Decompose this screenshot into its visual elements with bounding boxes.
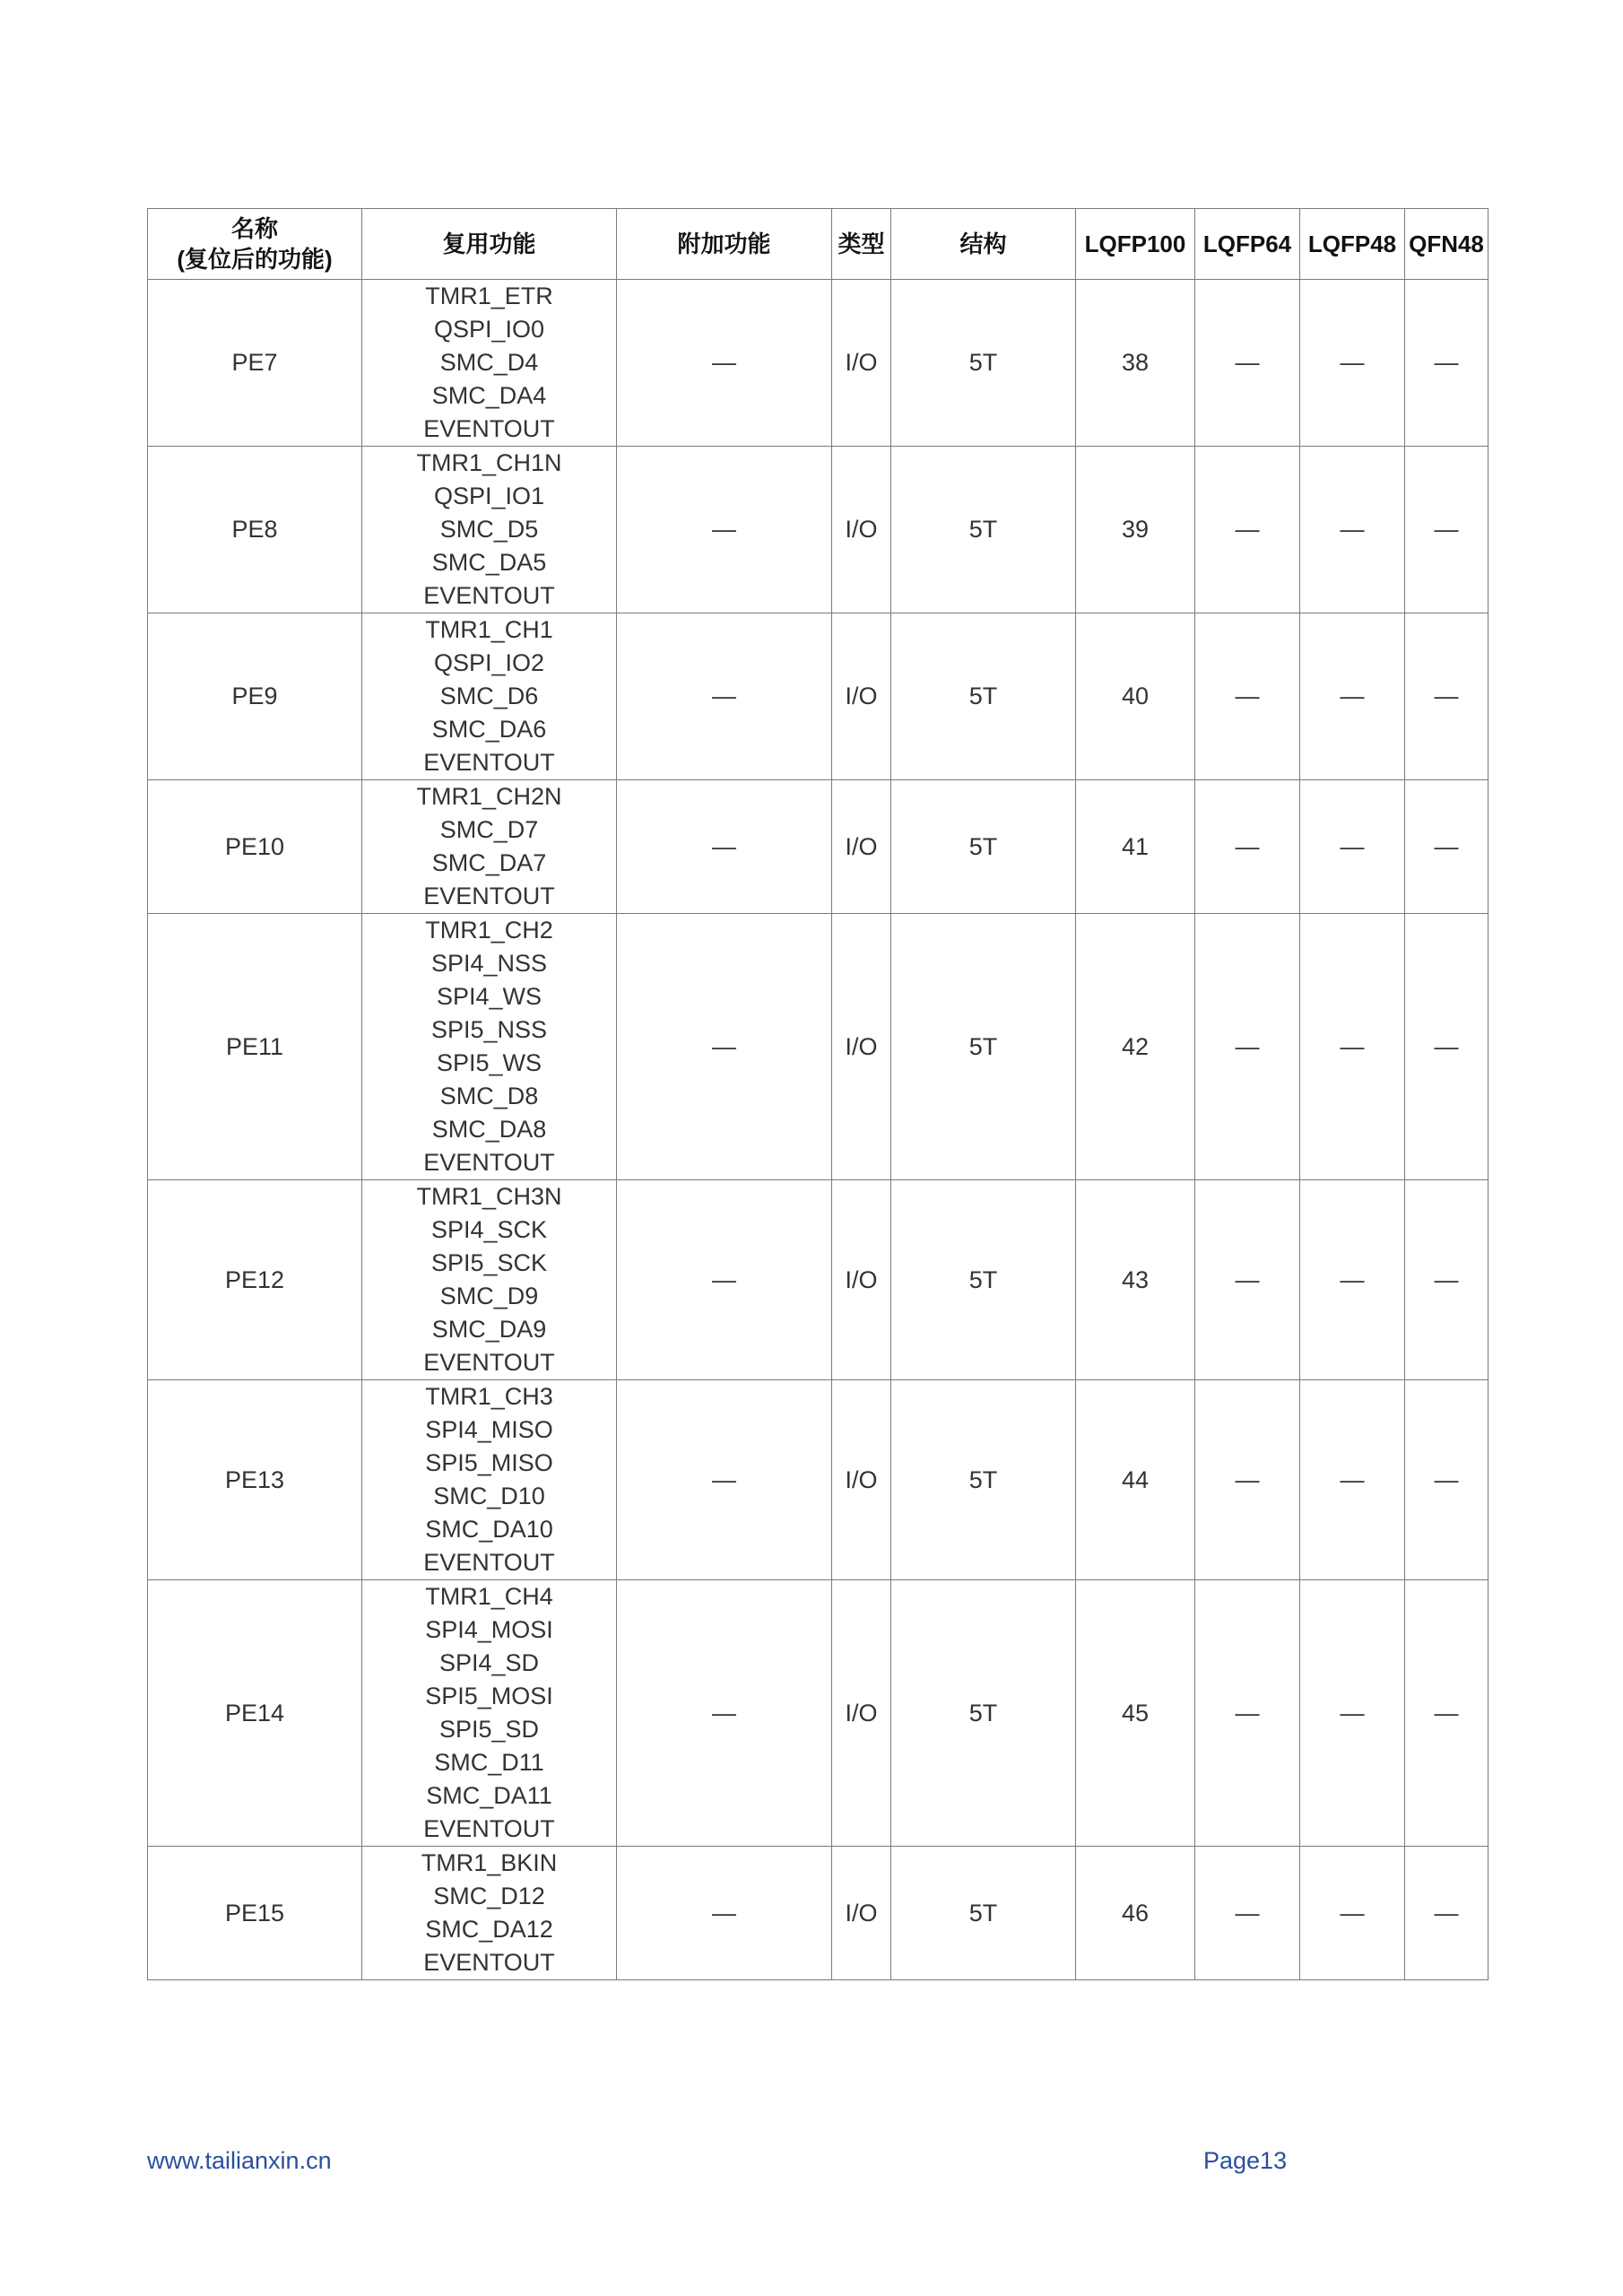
pin-name-cell: PE14	[148, 1580, 362, 1847]
type-cell: I/O	[832, 447, 891, 613]
lqfp64-pin-cell: —	[1195, 1380, 1300, 1580]
lqfp48-pin-cell: —	[1300, 447, 1405, 613]
table-row	[148, 447, 1488, 613]
structure-cell: 5T	[891, 914, 1076, 1180]
lqfp64-pin-cell: —	[1195, 780, 1300, 914]
lqfp100-pin-cell: 42	[1076, 914, 1195, 1180]
extra-function-cell: —	[617, 613, 832, 780]
alt-function-item: SPI4_SCK	[430, 1216, 548, 1243]
structure-cell: 5T	[891, 1180, 1076, 1380]
header-name-line2: (复位后的功能)	[177, 246, 333, 273]
lqfp48-pin-cell: —	[1300, 1180, 1405, 1380]
alt-function-item: EVENTOUT	[423, 1949, 555, 1976]
lqfp64-pin-cell: —	[1195, 447, 1300, 613]
lqfp48-pin-cell: —	[1300, 914, 1405, 1180]
qfn48-pin-cell: —	[1405, 780, 1488, 914]
lqfp48-pin-cell: —	[1300, 780, 1405, 914]
alt-function-item: EVENTOUT	[423, 1549, 555, 1576]
pin-name-cell: PE7	[148, 280, 362, 447]
structure-cell: 5T	[891, 1380, 1076, 1580]
structure-cell: 5T	[891, 447, 1076, 613]
alt-function-item: SMC_DA10	[425, 1516, 553, 1543]
type-cell: I/O	[832, 1580, 891, 1847]
type-cell: I/O	[832, 1180, 891, 1380]
qfn48-pin-cell: —	[1405, 914, 1488, 1180]
alt-function-item: EVENTOUT	[423, 415, 555, 442]
alt-function-item: EVENTOUT	[423, 1815, 555, 1842]
structure-cell: 5T	[891, 1580, 1076, 1847]
qfn48-pin-cell: —	[1405, 1580, 1488, 1847]
alt-function-item: SMC_DA11	[426, 1782, 552, 1809]
lqfp100-pin-cell: 39	[1076, 447, 1195, 613]
alt-function-item: EVENTOUT	[423, 582, 555, 609]
header-type: 类型	[832, 209, 891, 280]
lqfp100-pin-cell: 40	[1076, 613, 1195, 780]
alt-function-item: SMC_DA5	[431, 549, 547, 576]
alt-function-item: SPI4_SD	[438, 1649, 540, 1676]
extra-function-cell: —	[617, 447, 832, 613]
header-qfn48: QFN48	[1405, 209, 1488, 280]
alt-function-item: SPI5_SD	[438, 1716, 540, 1743]
header-lqfp100: LQFP100	[1076, 209, 1195, 280]
lqfp100-pin-cell: 43	[1076, 1180, 1195, 1380]
alt-function-item: SMC_D11	[434, 1749, 544, 1776]
alt-function-item: SMC_D5	[439, 516, 539, 543]
lqfp64-pin-cell: —	[1195, 613, 1300, 780]
pin-name-cell: PE11	[148, 914, 362, 1180]
header-alt-function: 复用功能	[362, 209, 617, 280]
lqfp100-pin-cell: 38	[1076, 280, 1195, 447]
extra-function-cell: —	[617, 280, 832, 447]
alt-function-item: SPI4_MOSI	[425, 1616, 553, 1643]
alt-function-item: SPI5_WS	[436, 1049, 542, 1076]
table-row	[148, 914, 1488, 1180]
pin-name-cell: PE15	[148, 1847, 362, 1980]
alt-function-item: TMR1_BKIN	[421, 1849, 558, 1876]
pin-definition-table	[147, 208, 1488, 1980]
alt-function-item: SMC_D7	[439, 816, 539, 843]
type-cell: I/O	[832, 914, 891, 1180]
table-row	[148, 1380, 1488, 1580]
extra-function-cell: —	[617, 1580, 832, 1847]
alt-function-item: TMR1_ETR	[425, 283, 553, 309]
table-row	[148, 613, 1488, 780]
alt-function-cell	[362, 447, 617, 613]
header-extra-function: 附加功能	[617, 209, 832, 280]
type-cell: I/O	[832, 1380, 891, 1580]
alt-function-item: TMR1_CH3N	[416, 1183, 562, 1210]
pin-name-cell: PE10	[148, 780, 362, 914]
header-name	[148, 209, 362, 280]
alt-function-cell	[362, 780, 617, 914]
alt-function-item: TMR1_CH4	[425, 1583, 553, 1610]
alt-function-item: EVENTOUT	[423, 1149, 555, 1176]
extra-function-cell: —	[617, 1380, 832, 1580]
alt-function-cell	[362, 613, 617, 780]
header-lqfp64: LQFP64	[1195, 209, 1300, 280]
alt-function-item: EVENTOUT	[423, 749, 555, 776]
lqfp48-pin-cell: —	[1300, 1847, 1405, 1980]
alt-function-item: QSPI_IO2	[433, 649, 545, 676]
alt-function-cell	[362, 914, 617, 1180]
alt-function-item: TMR1_CH2N	[416, 783, 562, 810]
alt-function-item: SPI5_SCK	[430, 1249, 548, 1276]
extra-function-cell: —	[617, 1180, 832, 1380]
table-row	[148, 780, 1488, 914]
alt-function-item: TMR1_CH1	[425, 616, 553, 643]
extra-function-cell: —	[617, 1847, 832, 1980]
lqfp64-pin-cell: —	[1195, 1847, 1300, 1980]
lqfp100-pin-cell: 46	[1076, 1847, 1195, 1980]
lqfp100-pin-cell: 44	[1076, 1380, 1195, 1580]
table-row	[148, 1580, 1488, 1847]
qfn48-pin-cell: —	[1405, 447, 1488, 613]
alt-function-item: SMC_DA6	[431, 716, 547, 743]
table-row	[148, 1180, 1488, 1380]
alt-function-item: SMC_D8	[439, 1083, 539, 1109]
alt-function-item: SMC_DA9	[431, 1316, 547, 1343]
lqfp48-pin-cell: —	[1300, 280, 1405, 447]
alt-function-item: SPI5_MISO	[425, 1449, 553, 1476]
alt-function-item: EVENTOUT	[423, 1349, 555, 1376]
alt-function-item: SMC_D12	[433, 1883, 545, 1909]
alt-function-item: QSPI_IO0	[433, 316, 545, 343]
alt-function-cell	[362, 1380, 617, 1580]
structure-cell: 5T	[891, 280, 1076, 447]
structure-cell: 5T	[891, 780, 1076, 914]
pin-name-cell: PE8	[148, 447, 362, 613]
qfn48-pin-cell: —	[1405, 280, 1488, 447]
footer-page-number: Page13	[1203, 2147, 1288, 2174]
alt-function-item: SPI4_MISO	[425, 1416, 553, 1443]
alt-function-item: SMC_DA12	[425, 1916, 553, 1943]
type-cell: I/O	[832, 280, 891, 447]
table-body	[148, 280, 1488, 1980]
lqfp48-pin-cell: —	[1300, 613, 1405, 780]
extra-function-cell: —	[617, 780, 832, 914]
qfn48-pin-cell: —	[1405, 1847, 1488, 1980]
alt-function-item: SPI4_WS	[436, 983, 542, 1010]
lqfp100-pin-cell: 45	[1076, 1580, 1195, 1847]
alt-function-item: SPI5_MOSI	[425, 1683, 553, 1709]
qfn48-pin-cell: —	[1405, 1180, 1488, 1380]
alt-function-item: TMR1_CH1N	[416, 449, 562, 476]
alt-function-item: SMC_DA8	[431, 1116, 547, 1143]
alt-function-item: SMC_D6	[439, 683, 539, 709]
alt-function-item: SMC_D9	[439, 1283, 539, 1309]
alt-function-cell	[362, 280, 617, 447]
alt-function-cell	[362, 1847, 617, 1980]
pin-name-cell: PE12	[148, 1180, 362, 1380]
alt-function-cell	[362, 1580, 617, 1847]
pin-name-cell: PE13	[148, 1380, 362, 1580]
lqfp48-pin-cell: —	[1300, 1580, 1405, 1847]
lqfp64-pin-cell: —	[1195, 280, 1300, 447]
table-row	[148, 1847, 1488, 1980]
alt-function-item: QSPI_IO1	[433, 483, 545, 509]
table-row	[148, 280, 1488, 447]
alt-function-item: EVENTOUT	[423, 883, 555, 909]
header-name-line1: 名称	[230, 215, 278, 242]
alt-function-item: TMR1_CH3	[425, 1383, 553, 1410]
alt-function-item: SPI4_NSS	[430, 950, 548, 977]
structure-cell: 5T	[891, 1847, 1076, 1980]
type-cell: I/O	[832, 780, 891, 914]
pin-name-cell: PE9	[148, 613, 362, 780]
type-cell: I/O	[832, 613, 891, 780]
alt-function-item: SMC_DA7	[431, 849, 547, 876]
type-cell: I/O	[832, 1847, 891, 1980]
qfn48-pin-cell: —	[1405, 613, 1488, 780]
lqfp64-pin-cell: —	[1195, 1580, 1300, 1847]
lqfp64-pin-cell: —	[1195, 1180, 1300, 1380]
alt-function-item: SMC_D4	[439, 349, 539, 376]
table-header-row	[148, 209, 1488, 280]
lqfp48-pin-cell: —	[1300, 1380, 1405, 1580]
lqfp100-pin-cell: 41	[1076, 780, 1195, 914]
alt-function-item: TMR1_CH2	[425, 917, 553, 944]
lqfp64-pin-cell: —	[1195, 914, 1300, 1180]
alt-function-cell	[362, 1180, 617, 1380]
alt-function-item: SMC_D10	[433, 1483, 545, 1509]
header-structure: 结构	[891, 209, 1076, 280]
alt-function-item: SMC_DA4	[431, 382, 547, 409]
header-lqfp48: LQFP48	[1300, 209, 1405, 280]
extra-function-cell: —	[617, 914, 832, 1180]
structure-cell: 5T	[891, 613, 1076, 780]
alt-function-item: SPI5_NSS	[430, 1016, 548, 1043]
qfn48-pin-cell: —	[1405, 1380, 1488, 1580]
footer-website-link[interactable]: www.tailianxin.cn	[147, 2147, 332, 2174]
